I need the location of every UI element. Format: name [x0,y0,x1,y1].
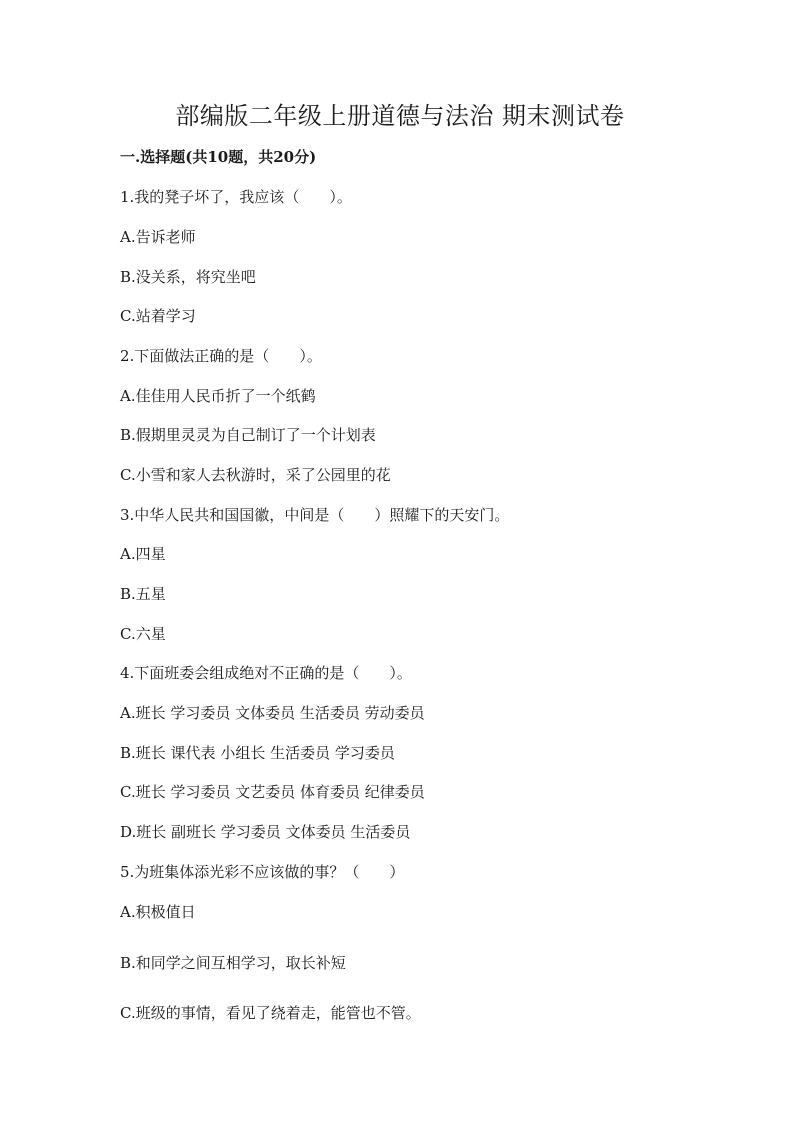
question-3: 3.中华人民共和国国徽，中间是（ ）照耀下的天安门。 [120,506,510,524]
q4-option-b: B.班长 课代表 小组长 生活委员 学习委员 [120,744,395,762]
q4-option-a: A.班长 学习委员 文体委员 生活委员 劳动委员 [120,704,425,722]
question-4: 4.下面班委会组成绝对不正确的是（ ）。 [120,664,412,682]
q5-option-c: C.班级的事情，看见了绕着走，能管也不管。 [120,1004,421,1022]
question-2: 2.下面做法正确的是（ ）。 [120,347,322,365]
question-1: 1.我的凳子坏了，我应该（ ）。 [120,188,352,206]
q1-option-a: A.告诉老师 [120,228,196,246]
q5-option-b: B.和同学之间互相学习，取长补短 [120,954,346,972]
section-heading: 一.选择题(共10题，共20分) [120,148,317,166]
q1-option-c: C.站着学习 [120,307,196,325]
q5-option-a: A.积极值日 [120,903,196,921]
q4-option-d: D.班长 副班长 学习委员 文体委员 生活委员 [120,823,411,841]
q3-option-c: C.六星 [120,625,166,643]
q1-option-b: B.没关系，将究坐吧 [120,268,256,286]
question-5: 5.为班集体添光彩不应该做的事？（ ） [120,863,405,881]
q4-option-c: C.班长 学习委员 文艺委员 体育委员 纪律委员 [120,783,425,801]
q3-option-b: B.五星 [120,585,166,603]
page-title: 部编版二年级上册道德与法治 期末测试卷 [175,102,625,130]
q2-option-b: B.假期里灵灵为自己制订了一个计划表 [120,426,376,444]
q2-option-c: C.小雪和家人去秋游时，采了公园里的花 [120,466,391,484]
q2-option-a: A.佳佳用人民币折了一个纸鹤 [120,387,316,405]
q3-option-a: A.四星 [120,545,166,563]
